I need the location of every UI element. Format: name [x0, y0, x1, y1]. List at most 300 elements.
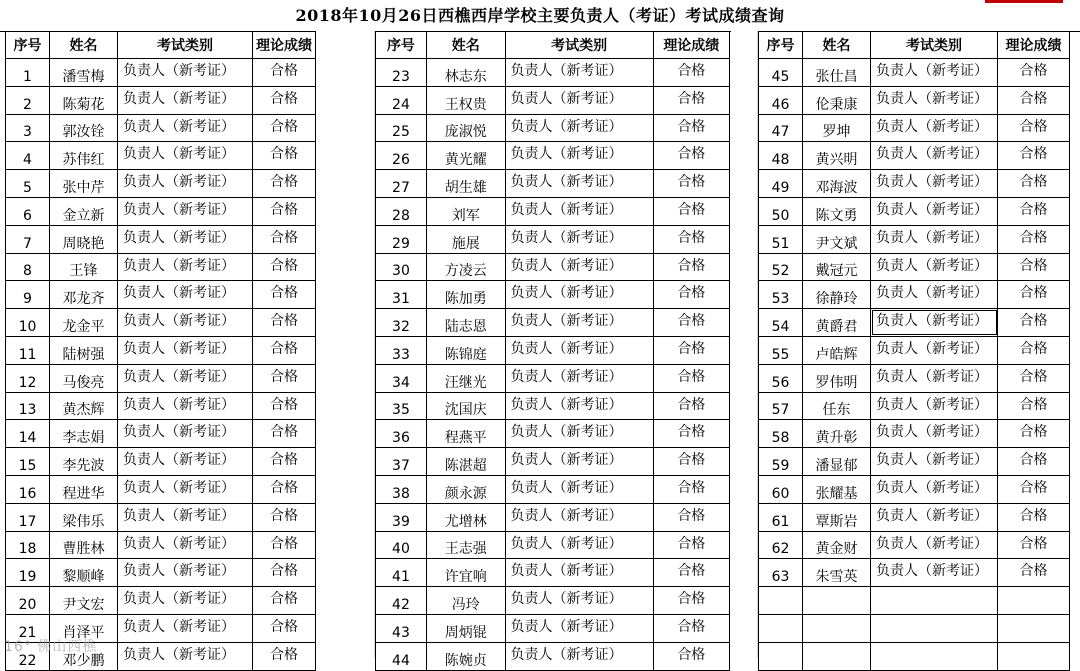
cell-category[interactable]: 负责人（新考证）	[871, 170, 998, 198]
cell-category[interactable]: 负责人（新考证）	[505, 281, 653, 309]
cell-category[interactable]: 负责人（新考证）	[871, 142, 998, 170]
cell-category[interactable]: 负责人（新考证）	[118, 420, 253, 448]
cell-score[interactable]	[998, 614, 1070, 642]
cell-score[interactable]: 合格	[653, 503, 729, 531]
cell-category[interactable]: 负责人（新考证）	[505, 336, 653, 364]
cell-seq[interactable]: 40	[376, 531, 427, 559]
cell-name[interactable]: 王志强	[426, 531, 505, 559]
table-row	[376, 475, 730, 503]
cell-seq[interactable]: 49	[759, 170, 803, 198]
cell-score[interactable]: 合格	[253, 86, 316, 114]
cell-seq[interactable]: 20	[6, 587, 50, 615]
cell-name[interactable]: 颜永源	[426, 475, 505, 503]
cell-category[interactable]: 负责人（新考证）	[505, 59, 653, 87]
cell-category[interactable]: 负责人（新考证）	[118, 309, 253, 337]
cell-name[interactable]: 潘显郁	[803, 448, 871, 476]
cell-name[interactable]: 王权贵	[426, 86, 505, 114]
table-row	[376, 559, 730, 587]
cell-seq[interactable]: 50	[759, 197, 803, 225]
cell-name[interactable]: 金立新	[50, 197, 118, 225]
cell-name[interactable]	[803, 587, 871, 615]
cell-name[interactable]: 朱雪英	[803, 559, 871, 587]
cell-seq[interactable]: 44	[376, 642, 427, 670]
cell-name[interactable]: 林志东	[426, 59, 505, 87]
table-row	[376, 531, 730, 559]
results-table-2	[375, 31, 730, 671]
cell-score[interactable]: 合格	[253, 448, 316, 476]
sheet-title: 2018年10月26日西樵西岸学校主要负责人（考证）考试成绩查询	[0, 0, 1080, 32]
cell-category[interactable]: 负责人（新考证）	[871, 559, 998, 587]
cell-seq[interactable]: 29	[376, 225, 427, 253]
cell-score[interactable]: 合格	[253, 475, 316, 503]
cell-name[interactable]: 曹胜林	[50, 531, 118, 559]
cell-seq[interactable]: 37	[376, 448, 427, 476]
cell-name[interactable]: 陈婉贞	[426, 642, 505, 670]
cell-name[interactable]: 方凌云	[426, 253, 505, 281]
cell-score[interactable]: 合格	[653, 336, 729, 364]
cell-name[interactable]: 施展	[426, 225, 505, 253]
cell-seq[interactable]: 4	[6, 142, 50, 170]
cell-score[interactable]: 合格	[653, 475, 729, 503]
table-row	[759, 336, 1070, 364]
table-row	[759, 475, 1070, 503]
cell-score[interactable]: 合格	[653, 142, 729, 170]
cell-seq[interactable]: 15	[6, 448, 50, 476]
header-category[interactable]: 考试类别	[118, 32, 253, 59]
cell-score[interactable]: 合格	[253, 59, 316, 87]
cell-name[interactable]: 许宜响	[426, 559, 505, 587]
cell-category[interactable]: 负责人（新考证）	[118, 142, 253, 170]
cell-seq[interactable]: 12	[6, 364, 50, 392]
cell-score[interactable]: 合格	[998, 142, 1070, 170]
cell-category[interactable]: 负责人（新考证）	[118, 448, 253, 476]
cell-score[interactable]: 合格	[998, 531, 1070, 559]
header-category[interactable]: 考试类别	[505, 32, 653, 59]
cell-score[interactable]: 合格	[253, 559, 316, 587]
cell-score[interactable]: 合格	[653, 614, 729, 642]
table-row	[759, 253, 1070, 281]
cell-category[interactable]: 负责人（新考证）	[118, 59, 253, 87]
cell-category[interactable]: 负责人（新考证）	[505, 86, 653, 114]
cell-category[interactable]: 负责人（新考证）	[505, 114, 653, 142]
cell-name[interactable]: 伦秉康	[803, 86, 871, 114]
cell-score[interactable]: 合格	[253, 336, 316, 364]
cell-name[interactable]: 李先波	[50, 448, 118, 476]
cell-score[interactable]: 合格	[653, 225, 729, 253]
cell-score[interactable]: 合格	[653, 531, 729, 559]
cell-score[interactable]: 合格	[998, 364, 1070, 392]
cell-category[interactable]: 负责人（新考证）	[118, 559, 253, 587]
cell-seq[interactable]: 21	[6, 614, 50, 642]
cell-name[interactable]: 罗坤	[803, 114, 871, 142]
cell-category[interactable]: 负责人（新考证）	[871, 503, 998, 531]
cell-category[interactable]: 负责人（新考证）	[871, 253, 998, 281]
cell-category[interactable]: 负责人（新考证）	[871, 392, 998, 420]
cell-score[interactable]: 合格	[253, 114, 316, 142]
cell-score[interactable]: 合格	[253, 614, 316, 642]
table-row	[376, 614, 730, 642]
cell-name[interactable]	[803, 614, 871, 642]
cell-seq[interactable]: 19	[6, 559, 50, 587]
cell-seq[interactable]: 5	[6, 170, 50, 198]
cell-score[interactable]: 合格	[998, 170, 1070, 198]
table-row	[6, 392, 316, 420]
cell-score[interactable]: 合格	[653, 559, 729, 587]
cell-score[interactable]: 合格	[253, 253, 316, 281]
cell-seq[interactable]: 34	[376, 364, 427, 392]
cell-name[interactable]: 邓海波	[803, 170, 871, 198]
cell-category[interactable]: 负责人（新考证）	[505, 170, 653, 198]
cell-seq[interactable]: 17	[6, 503, 50, 531]
cell-score[interactable]: 合格	[998, 281, 1070, 309]
cell-category[interactable]: 负责人（新考证）	[505, 614, 653, 642]
cell-score[interactable]: 合格	[253, 503, 316, 531]
cell-name[interactable]: 张耀基	[803, 475, 871, 503]
cell-name[interactable]: 尹文斌	[803, 225, 871, 253]
cell-score[interactable]: 合格	[253, 142, 316, 170]
cell-name[interactable]: 王锋	[50, 253, 118, 281]
cell-seq[interactable]: 47	[759, 114, 803, 142]
cell-seq[interactable]: 36	[376, 420, 427, 448]
header-name[interactable]: 姓名	[803, 32, 871, 59]
cell-score[interactable]: 合格	[998, 503, 1070, 531]
header-category[interactable]: 考试类别	[871, 32, 998, 59]
cell-name[interactable]: 尹文宏	[50, 587, 118, 615]
cell-score[interactable]: 合格	[653, 114, 729, 142]
cell-seq[interactable]: 33	[376, 336, 427, 364]
cell-score[interactable]: 合格	[653, 364, 729, 392]
cell-category[interactable]: 负责人（新考证）	[871, 448, 998, 476]
cell-category[interactable]: 负责人（新考证）	[871, 197, 998, 225]
cell-seq[interactable]: 26	[376, 142, 427, 170]
header-score[interactable]: 理论成绩	[253, 32, 316, 59]
cell-name[interactable]: 尤增林	[426, 503, 505, 531]
cell-category[interactable]: 负责人（新考证）	[505, 225, 653, 253]
cell-category[interactable]: 负责人（新考证）	[118, 531, 253, 559]
cell-name[interactable]: 陆志恩	[426, 309, 505, 337]
table-row	[376, 448, 730, 476]
cell-category[interactable]: 负责人（新考证）	[118, 281, 253, 309]
cell-category[interactable]: 负责人（新考证）	[505, 448, 653, 476]
cell-name[interactable]: 郭汝铨	[50, 114, 118, 142]
cell-seq[interactable]: 57	[759, 392, 803, 420]
cell-category[interactable]: 负责人（新考证）	[505, 364, 653, 392]
cell-category[interactable]: 负责人（新考证）	[505, 142, 653, 170]
cell-seq[interactable]: 16	[6, 475, 50, 503]
cell-seq[interactable]: 2	[6, 86, 50, 114]
cell-category[interactable]: 负责人（新考证）	[871, 225, 998, 253]
cell-name[interactable]: 陆树强	[50, 336, 118, 364]
header-name[interactable]: 姓名	[50, 32, 118, 59]
cell-category[interactable]: 负责人（新考证）	[871, 281, 998, 309]
cell-name[interactable]: 陈锦庭	[426, 336, 505, 364]
cell-seq[interactable]: 14	[6, 420, 50, 448]
cell-category[interactable]: 负责人（新考证）	[505, 253, 653, 281]
cell-category[interactable]: 负责人（新考证）	[118, 614, 253, 642]
cell-seq[interactable]: 46	[759, 86, 803, 114]
cell-seq[interactable]: 39	[376, 503, 427, 531]
cell-score[interactable]: 合格	[998, 86, 1070, 114]
cell-category[interactable]: 负责人（新考证）	[505, 587, 653, 615]
table-row	[376, 197, 730, 225]
cell-name[interactable]: 张仕昌	[803, 59, 871, 87]
header-score[interactable]: 理论成绩	[653, 32, 729, 59]
cell-score[interactable]: 合格	[653, 587, 729, 615]
cell-seq[interactable]: 7	[6, 225, 50, 253]
cell-seq[interactable]	[759, 614, 803, 642]
cell-seq[interactable]: 10	[6, 309, 50, 337]
cell-name[interactable]: 梁伟乐	[50, 503, 118, 531]
header-seq[interactable]: 序号	[759, 32, 803, 59]
cell-score[interactable]: 合格	[653, 197, 729, 225]
cell-seq[interactable]: 38	[376, 475, 427, 503]
cell-seq[interactable]: 42	[376, 587, 427, 615]
cell-category[interactable]: 负责人（新考证）	[118, 86, 253, 114]
cell-score[interactable]: 合格	[253, 309, 316, 337]
cell-seq[interactable]	[759, 587, 803, 615]
cell-score[interactable]: 合格	[998, 197, 1070, 225]
cell-category[interactable]: 负责人（新考证）	[871, 364, 998, 392]
cell-name[interactable]: 陈文勇	[803, 197, 871, 225]
cell-seq[interactable]: 54	[759, 309, 803, 337]
cell-score[interactable]: 合格	[253, 587, 316, 615]
cell-score[interactable]: 合格	[998, 475, 1070, 503]
cell-name[interactable]: 卢皓辉	[803, 336, 871, 364]
cell-name[interactable]: 周晓艳	[50, 225, 118, 253]
cell-name[interactable]	[803, 642, 871, 670]
cell-seq[interactable]: 27	[376, 170, 427, 198]
cell-name[interactable]: 覃斯岩	[803, 503, 871, 531]
cell-name[interactable]: 汪继光	[426, 364, 505, 392]
cell-category[interactable]: 负责人（新考证）	[505, 531, 653, 559]
cell-score[interactable]: 合格	[998, 114, 1070, 142]
cell-category[interactable]: 负责人（新考证）	[118, 170, 253, 198]
results-table-1	[5, 31, 316, 671]
cell-name[interactable]: 李志娟	[50, 420, 118, 448]
cell-category[interactable]: 负责人（新考证）	[871, 336, 998, 364]
cell-name[interactable]: 苏伟红	[50, 142, 118, 170]
cell-score[interactable]: 合格	[253, 170, 316, 198]
cell-score[interactable]: 合格	[653, 170, 729, 198]
cell-score[interactable]: 合格	[653, 642, 729, 670]
cell-category[interactable]	[871, 642, 998, 670]
cell-name[interactable]: 庞淑悦	[426, 114, 505, 142]
cell-name[interactable]: 陈湛超	[426, 448, 505, 476]
cell-name[interactable]: 邓少鹏	[50, 642, 118, 670]
cell-score[interactable]: 合格	[253, 392, 316, 420]
cell-seq[interactable]: 13	[6, 392, 50, 420]
cell-seq[interactable]: 53	[759, 281, 803, 309]
cell-seq[interactable]	[759, 642, 803, 670]
cell-name[interactable]: 潘雪梅	[50, 59, 118, 87]
cell-category[interactable]: 负责人（新考证）	[118, 503, 253, 531]
cell-category[interactable]: 负责人（新考证）	[118, 197, 253, 225]
cell-score[interactable]: 合格	[653, 448, 729, 476]
cell-category[interactable]: 负责人（新考证）	[871, 531, 998, 559]
cell-category[interactable]: 负责人（新考证）	[871, 86, 998, 114]
cell-seq[interactable]: 58	[759, 420, 803, 448]
table-row	[6, 142, 316, 170]
cell-category[interactable]: 负责人（新考证）	[505, 197, 653, 225]
cell-score[interactable]: 合格	[653, 86, 729, 114]
cell-name[interactable]: 戴冠元	[803, 253, 871, 281]
cell-name[interactable]: 陈加勇	[426, 281, 505, 309]
cell-seq[interactable]: 25	[376, 114, 427, 142]
cell-seq[interactable]: 30	[376, 253, 427, 281]
cell-name[interactable]: 张中芹	[50, 170, 118, 198]
cell-category[interactable]: 负责人（新考证）	[505, 503, 653, 531]
cell-seq[interactable]: 62	[759, 531, 803, 559]
cell-seq[interactable]: 28	[376, 197, 427, 225]
cell-seq[interactable]: 23	[376, 59, 427, 87]
table-row	[6, 559, 316, 587]
cell-category[interactable]: 负责人（新考证）	[118, 114, 253, 142]
cell-score[interactable]: 合格	[998, 225, 1070, 253]
cell-score[interactable]	[998, 642, 1070, 670]
cell-score[interactable]: 合格	[998, 392, 1070, 420]
cell-score[interactable]: 合格	[653, 309, 729, 337]
cell-seq[interactable]: 24	[376, 86, 427, 114]
cell-score[interactable]: 合格	[998, 309, 1070, 337]
cell-seq[interactable]: 6	[6, 197, 50, 225]
cell-seq[interactable]: 59	[759, 448, 803, 476]
table-row	[376, 281, 730, 309]
header-row	[376, 32, 730, 59]
cell-seq[interactable]: 63	[759, 559, 803, 587]
cell-seq[interactable]: 11	[6, 336, 50, 364]
cell-category[interactable]: 负责人（新考证）	[118, 475, 253, 503]
cell-name[interactable]: 黄爵君	[803, 309, 871, 337]
cell-name[interactable]: 陈菊花	[50, 86, 118, 114]
cell-category[interactable]	[871, 614, 998, 642]
cell-category[interactable]: 负责人（新考证）	[118, 253, 253, 281]
cell-seq[interactable]: 56	[759, 364, 803, 392]
cell-name[interactable]: 黄兴明	[803, 142, 871, 170]
cell-name[interactable]: 龙金平	[50, 309, 118, 337]
cell-score[interactable]: 合格	[653, 281, 729, 309]
cell-seq[interactable]: 22	[6, 642, 50, 670]
cell-category[interactable]: 负责人（新考证）	[505, 559, 653, 587]
table-row	[376, 170, 730, 198]
cell-name[interactable]: 黄杰辉	[50, 392, 118, 420]
cell-seq[interactable]: 32	[376, 309, 427, 337]
cell-seq[interactable]: 8	[6, 253, 50, 281]
cell-category[interactable]: 负责人（新考证）	[871, 420, 998, 448]
cell-name[interactable]: 肖泽平	[50, 614, 118, 642]
cell-seq[interactable]: 48	[759, 142, 803, 170]
cell-score[interactable]: 合格	[253, 531, 316, 559]
cell-category[interactable]: 负责人（新考证）	[505, 475, 653, 503]
cell-category[interactable]: 负责人（新考证）	[118, 225, 253, 253]
cell-name[interactable]: 冯玲	[426, 587, 505, 615]
cell-seq[interactable]: 31	[376, 281, 427, 309]
cell-category[interactable]: 负责人（新考证）	[871, 59, 998, 87]
table-row	[376, 114, 730, 142]
cell-category[interactable]: 负责人（新考证）	[505, 392, 653, 420]
cell-score[interactable]: 合格	[653, 59, 729, 87]
cell-score[interactable]: 合格	[653, 420, 729, 448]
header-name[interactable]: 姓名	[426, 32, 505, 59]
cell-name[interactable]: 周炳锟	[426, 614, 505, 642]
cell-category[interactable]: 负责人（新考证）	[505, 420, 653, 448]
cell-name[interactable]: 马俊亮	[50, 364, 118, 392]
cell-seq[interactable]: 52	[759, 253, 803, 281]
table-row	[759, 587, 1070, 615]
header-seq[interactable]: 序号	[6, 32, 50, 59]
cell-category[interactable]: 负责人（新考证）	[118, 336, 253, 364]
cell-seq[interactable]: 60	[759, 475, 803, 503]
cell-name[interactable]: 黄升彰	[803, 420, 871, 448]
cell-seq[interactable]: 41	[376, 559, 427, 587]
table-row	[759, 114, 1070, 142]
cell-seq[interactable]: 1	[6, 59, 50, 87]
cell-score[interactable]: 合格	[253, 642, 316, 670]
cell-name[interactable]: 程进华	[50, 475, 118, 503]
cell-name[interactable]: 胡生雄	[426, 170, 505, 198]
cell-score[interactable]: 合格	[253, 281, 316, 309]
cell-category[interactable]: 负责人（新考证）	[505, 309, 653, 337]
cell-name[interactable]: 罗伟明	[803, 364, 871, 392]
cell-score[interactable]: 合格	[998, 420, 1070, 448]
cell-name[interactable]: 黄金财	[803, 531, 871, 559]
cell-category[interactable]: 负责人（新考证）	[118, 392, 253, 420]
cell-seq[interactable]: 18	[6, 531, 50, 559]
cell-score[interactable]: 合格	[253, 420, 316, 448]
cell-name[interactable]: 黎顺峰	[50, 559, 118, 587]
cell-seq[interactable]: 51	[759, 225, 803, 253]
cell-score[interactable]: 合格	[253, 197, 316, 225]
cell-name[interactable]: 徐静玲	[803, 281, 871, 309]
cell-score[interactable]: 合格	[653, 392, 729, 420]
cell-score[interactable]: 合格	[998, 253, 1070, 281]
cell-category[interactable]: 负责人（新考证）	[871, 114, 998, 142]
cell-seq[interactable]: 55	[759, 336, 803, 364]
cell-category[interactable]: 负责人（新考证）	[118, 364, 253, 392]
table-row	[376, 142, 730, 170]
header-seq[interactable]: 序号	[376, 32, 427, 59]
table-row	[6, 364, 316, 392]
cell-name[interactable]: 邓龙齐	[50, 281, 118, 309]
cell-seq[interactable]: 43	[376, 614, 427, 642]
cell-seq[interactable]: 61	[759, 503, 803, 531]
cell-score[interactable]	[998, 587, 1070, 615]
cell-score[interactable]: 合格	[253, 225, 316, 253]
cell-score[interactable]: 合格	[653, 253, 729, 281]
cell-score[interactable]: 合格	[998, 59, 1070, 87]
cell-score[interactable]: 合格	[253, 364, 316, 392]
cell-score[interactable]: 合格	[998, 559, 1070, 587]
cell-name[interactable]: 黄光耀	[426, 142, 505, 170]
cell-name[interactable]: 程燕平	[426, 420, 505, 448]
cell-category[interactable]: 负责人（新考证）	[118, 587, 253, 615]
cell-name[interactable]: 沈国庆	[426, 392, 505, 420]
cell-category[interactable]: 负责人（新考证）	[871, 309, 998, 337]
cell-score[interactable]: 合格	[998, 448, 1070, 476]
header-score[interactable]: 理论成绩	[998, 32, 1070, 59]
cell-category[interactable]	[871, 587, 998, 615]
cell-name[interactable]: 任东	[803, 392, 871, 420]
table-row	[759, 309, 1070, 337]
cell-name[interactable]: 刘军	[426, 197, 505, 225]
cell-seq[interactable]: 45	[759, 59, 803, 87]
cell-seq[interactable]: 3	[6, 114, 50, 142]
cell-seq[interactable]: 35	[376, 392, 427, 420]
cell-category[interactable]: 负责人（新考证）	[118, 642, 253, 670]
cell-category[interactable]: 负责人（新考证）	[871, 475, 998, 503]
cell-seq[interactable]: 9	[6, 281, 50, 309]
cell-score[interactable]: 合格	[998, 336, 1070, 364]
cell-category[interactable]: 负责人（新考证）	[505, 642, 653, 670]
